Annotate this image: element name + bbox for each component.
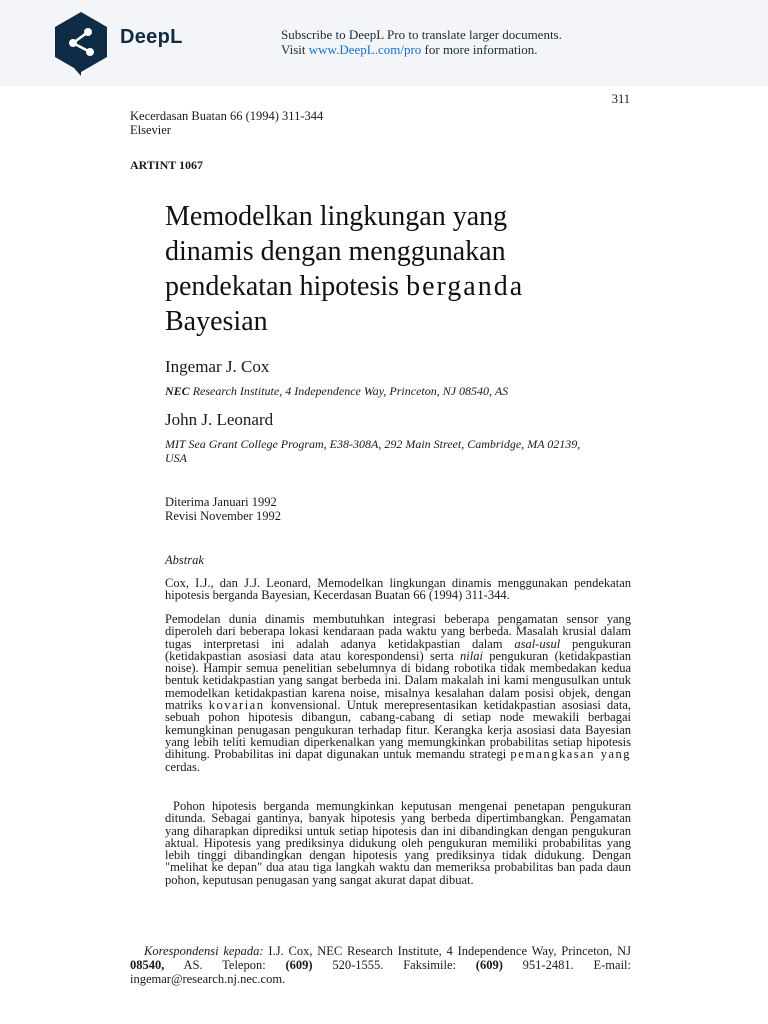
deepl-logo-text: DeepL [120,26,183,48]
deepl-banner [0,0,768,86]
promo-message [281,27,562,57]
page-number: 311 [611,92,630,106]
author-name: John J. Leonard [165,410,274,429]
abstract-heading: Abstrak [165,553,204,567]
abstract-citation: Cox, I.J., dan J.J. Leonard, Memodelkan lingkungan dinamis menggunakan pendekatan hipotesis berganda Bayesian, Kecerdasan Buatan 66 (1994) 311-344. [165,576,631,603]
abstract-paragraph: Pohon hipotesis berganda memungkinkan keputusan mengenai penetapan pengukuran ditunda. Sebagai gantinya, banyak hipotesis yang berbeda dipertimbangkan. Pengamatan yang diharapkan diprediksi untuk setiap hipotesis dan ini dibandingkan dengan pengukuran aktual. Hipotesis yang prediksinya didukung oleh pengukuran memiliki probabilitas yang lebih tinggi dibandingkan dengan hipotesis yang prediksinya tidak didukung. Dengan "melihat ke depan" dua atau tiga langkah waktu dan memeriksa probabilitas ban pada daun pohon, keputusan penugasan yang sangat akurat dapat dibuat. [165,799,631,887]
author-affiliation: NEC Research Institute, 4 Independence Way, Princeton, NJ 08540, AS [165,384,509,398]
journal-citation: Kecerdasan Buatan 66 (1994) 311-344 [130,109,324,123]
publisher: Elsevier [130,123,171,137]
abstract-paragraph: Pemodelan dunia dinamis membutuhkan integrasi beberapa pengamatan sensor yang diperoleh dari beberapa lokasi kendaraan pada waktu yang berbeda. Masalah krusial dalam tugas interpretasi ini adalah adanya ketidakpastian dalam asal-usul pengukuran (ketidakpastian asosiasi data atau korespondensi) serta nilai pengukuran (ketidakpastian noise). Hampir semua penelitian sebelumnya di bidang robotika tidak membedakan kedua bentuk ketidakpastian yang sangat berbeda ini. Dalam makalah ini kami mengusulkan untuk memodelkan ketidakpastian karena noise, misalnya kesalahan dalam posisi objek, dengan matriks kovarian konvensional. Untuk merepresentasikan ketidakpastian asosiasi data, sebuah pohon hipotesis dibangun, cabang-cabang di setiap node mewakili berbagai kemungkinan penugasan pengukuran terhadap fitur. Kerangka kerja asosiasi data Bayesian yang lebih teliti kemudian diperkenalkan yang memungkinkan probabilitas setiap hipotesis dihitung. Probabilitas ini dapat digunakan untuk memandu strategi pemangkasan yang cerdas. [165,612,632,774]
deepl-logo-icon [52,10,110,76]
deepl-pro-link[interactable]: www.DeepL.com/pro [308,42,422,57]
promo-line-2: Visit www.DeepL.com/pro for more information. [281,42,538,57]
submission-dates [165,495,281,523]
revised-date: Revisi November 1992 [165,509,281,523]
article-id: ARTINT 1067 [130,158,204,172]
author-affiliation: MIT Sea Grant College Program, E38-308A, 292 Main Street, Cambridge, MA 02139, USA [165,437,581,465]
author-name: Ingemar J. Cox [165,357,270,376]
paper-title: Memodelkan lingkungan yang dinamis dengan menggunakan pendekatan hipotesis berganda Bayesian [165,201,525,337]
received-date: Diterima Januari 1992 [165,495,277,509]
correspondence-footnote: Korespondensi kepada: I.J. Cox, NEC Research Institute, 4 Independence Way, Princeton, NJ 08540, AS. Telepon: (609) 520-1555. Faksimile: (609) 951-2481. E-mail: ingemar@research.nj.nec.com. [130,944,632,986]
promo-line-1: Subscribe to DeepL Pro to translate larger documents. [281,27,562,42]
journal-info [130,109,323,137]
